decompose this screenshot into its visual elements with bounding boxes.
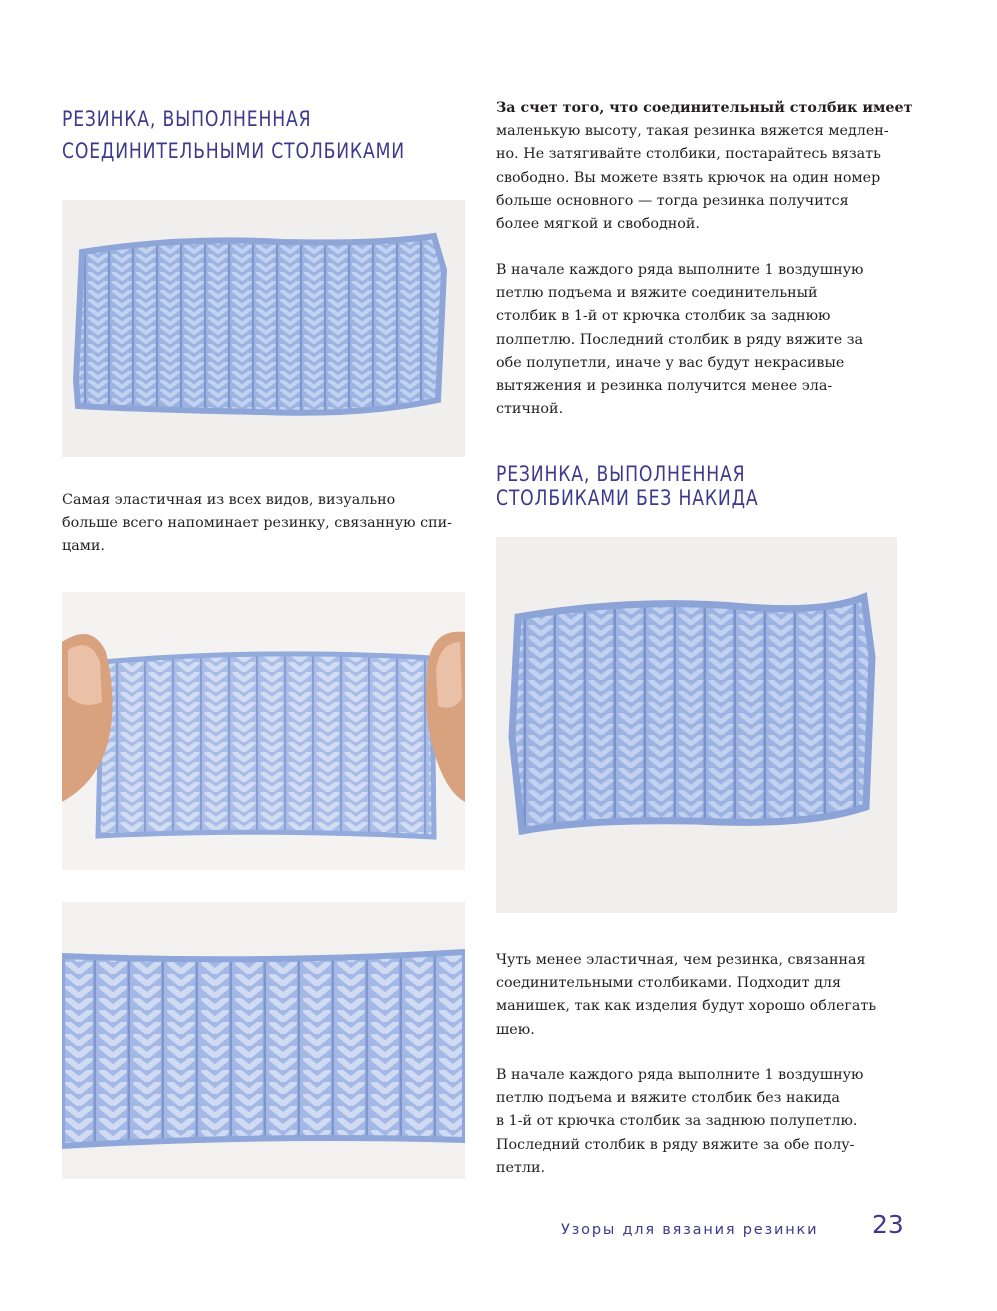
text-line: свободно. Вы можете взять крючок на один номер bbox=[496, 169, 881, 186]
text-line: цами. bbox=[62, 538, 105, 555]
text-line: Самая эластичная из всех видов, визуально bbox=[62, 492, 396, 508]
text-line: петлю подъема и вяжите столбик без накида bbox=[496, 1090, 840, 1107]
text-line: вытяжения и резинка получится менее эла- bbox=[496, 378, 833, 395]
text-line: соединительными столбиками. Подходит для bbox=[496, 975, 841, 992]
text-line: петлю подъема и вяжите соединительный bbox=[496, 285, 818, 302]
swatch-photo-single-crochet bbox=[496, 537, 897, 913]
text-line: но. Не затягивайте столбики, постарайтесь вязать bbox=[496, 146, 881, 163]
text-line: в 1-й от крючка столбик за заднюю полупетлю. bbox=[496, 1113, 858, 1130]
text-line: Последний столбик в ряду вяжите за обе полу- bbox=[496, 1136, 855, 1153]
text-line: манишек, так как изделия будут хорошо облегать bbox=[496, 998, 877, 1015]
ribbing-closeup-photo bbox=[62, 902, 465, 1179]
text-line: стичной. bbox=[496, 401, 564, 418]
swatch-photo-slip-stitch bbox=[62, 200, 465, 457]
text-line: маленькую высоту, такая резинка вяжется медлен- bbox=[496, 123, 889, 140]
section1-heading bbox=[62, 103, 405, 167]
heading-line: РЕЗИНКА, ВЫПОЛНЕННАЯ bbox=[62, 107, 312, 131]
heading-line: СОЕДИНИТЕЛЬНЫМИ СТОЛБИКАМИ bbox=[62, 139, 405, 163]
page-number: 23 bbox=[872, 1210, 904, 1239]
bold-lead: За счет того, что соединительный столбик имеет bbox=[496, 100, 913, 116]
text-line: В начале каждого ряда выполните 1 воздушную bbox=[496, 1067, 864, 1083]
section2-heading bbox=[496, 462, 758, 510]
section2-paragraph2 bbox=[496, 1064, 863, 1180]
text-line: шею. bbox=[496, 1021, 535, 1038]
text-line: обе полупетли, иначе у вас будут некрасивые bbox=[496, 354, 845, 371]
section1-caption bbox=[62, 489, 452, 559]
heading-line: РЕЗИНКА, ВЫПОЛНЕННАЯ bbox=[496, 462, 746, 486]
text-line: больше основного — тогда резинка получится bbox=[496, 192, 849, 209]
stretched-ribbing-photo bbox=[62, 592, 465, 870]
text-line: более мягкой и свободной. bbox=[496, 216, 700, 233]
ribbing-band bbox=[62, 952, 465, 1146]
stretched-band bbox=[98, 654, 434, 837]
running-footer: Узоры для вязания резинки bbox=[561, 1222, 819, 1238]
section2-paragraph1 bbox=[496, 949, 876, 1042]
section1-paragraph1 bbox=[496, 97, 913, 236]
section1-paragraph2 bbox=[496, 259, 863, 421]
text-line: петли. bbox=[496, 1159, 546, 1176]
heading-line: СТОЛБИКАМИ БЕЗ НАКИДА bbox=[496, 486, 759, 510]
text-line: больше всего напоминает резинку, связанную спи- bbox=[62, 515, 453, 532]
text-line: столбик в 1-й от крючка столбик за заднюю bbox=[496, 308, 831, 325]
swatch-shape bbox=[512, 597, 872, 831]
text-line: Чуть менее эластичная, чем резинка, связанная bbox=[496, 952, 866, 968]
text-line: полпетлю. Последний столбик в ряду вяжите за bbox=[496, 331, 864, 348]
text-line: В начале каждого ряда выполните 1 воздушную bbox=[496, 262, 864, 278]
swatch-shape bbox=[76, 236, 444, 413]
